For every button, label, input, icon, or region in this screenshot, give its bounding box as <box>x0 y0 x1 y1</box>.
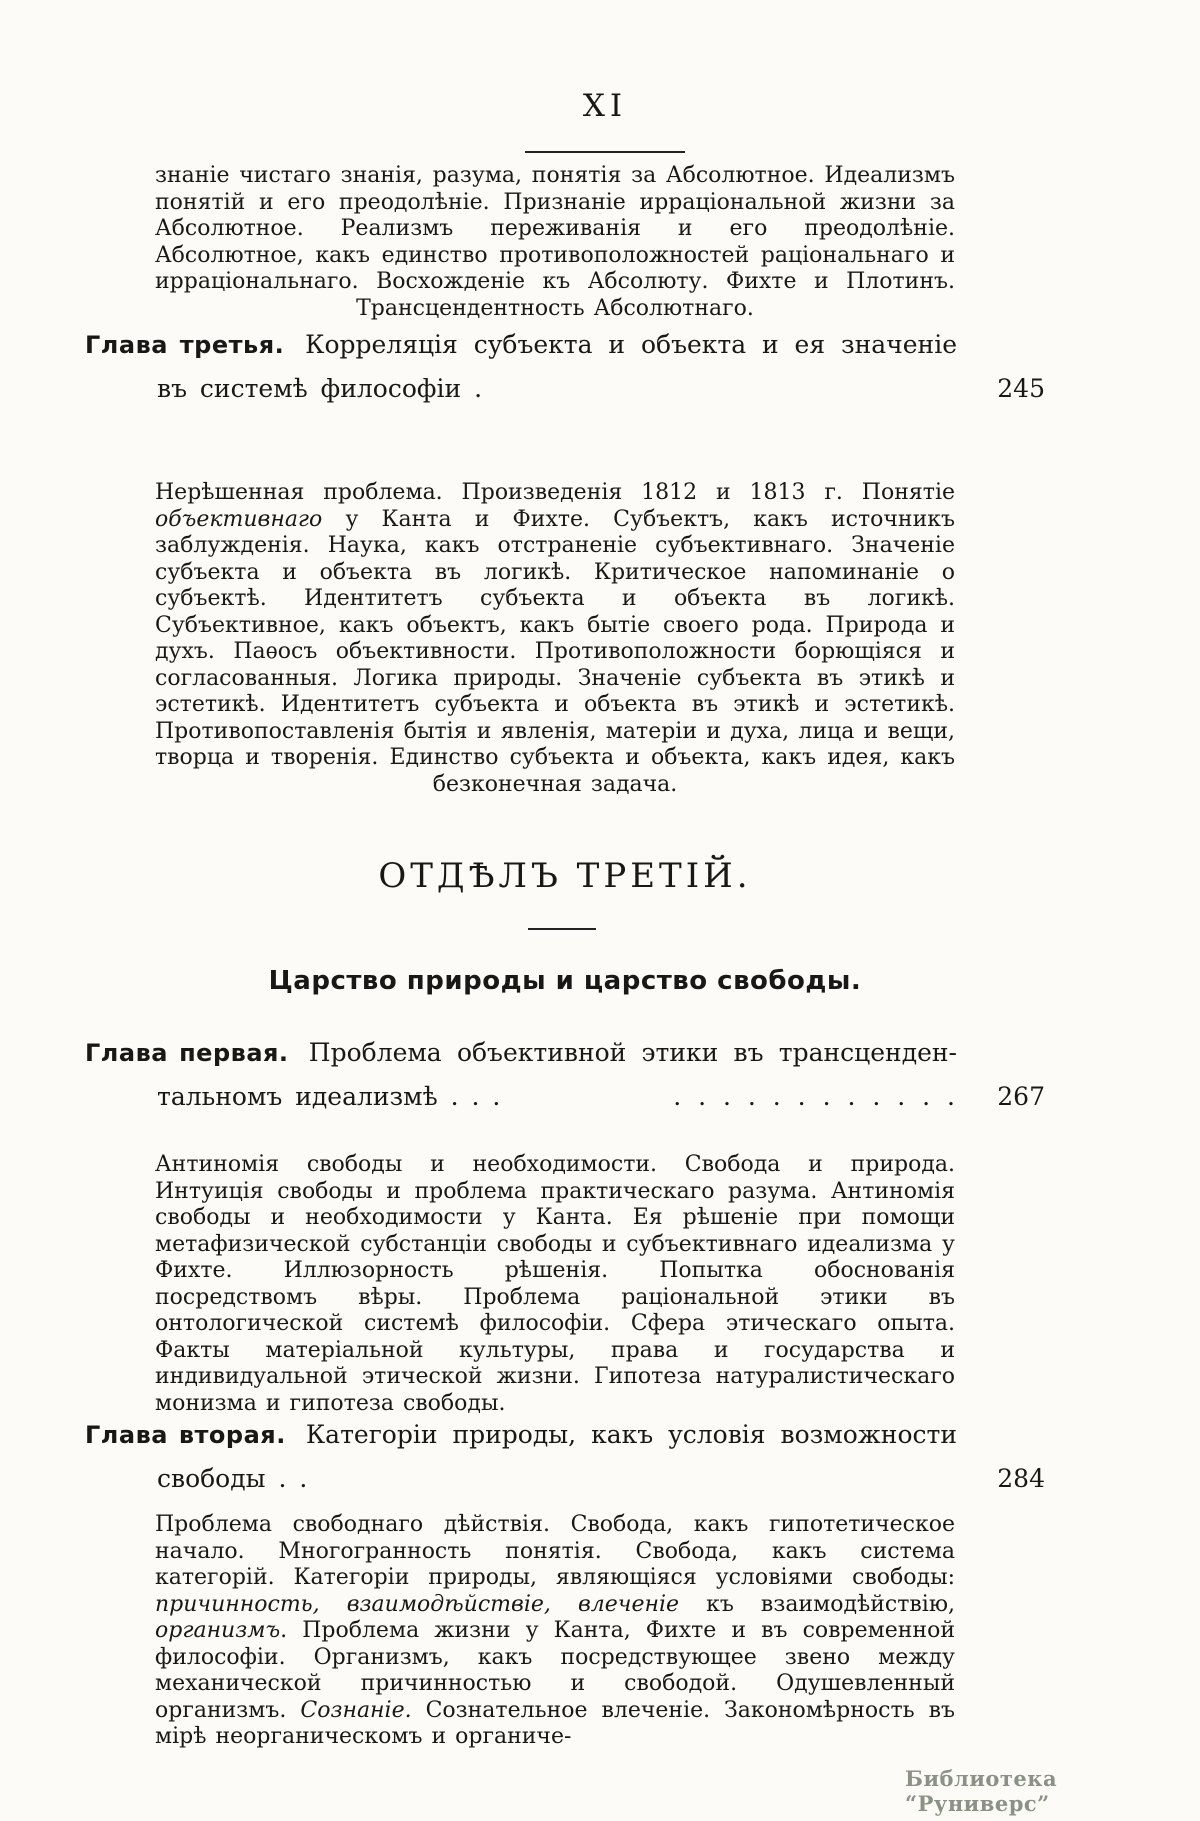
intro-paragraph: знаніе чистаго знанія, разума, понятія за Абсолютное. Идеализмъ понятій и его преодолѣніе. Признаніе ирраціональной жизни за Абсолютное. Реализмъ переживанія и его преодолѣніе. Абсолютное, какъ единство противоположностей раціональнаго и ирраціональнаго. Восхожденіе къ Абсолюту. Фихте и Плотинъ. Трансцендентность Абсолютнаго. <box>155 163 955 321</box>
chapter-3-label: Глава третья. <box>85 331 285 359</box>
chapter-2-page-ref: 284 <box>997 1464 1045 1493</box>
chapter-3-title-line-2: въ системѣ философіи . <box>157 374 483 403</box>
chapter-1-annotation: Антиномія свободы и необходимости. Свобода и природа. Интуиція свободы и проблема практическаго разума. Антиномія свободы и необходимости у Канта. Ея рѣшеніе при помощи метафизической субстанціи свободы и субъективнаго идеализма у Фихте. Иллюзорность рѣшенія. Попытка обоснованія посредствомъ вѣры. Проблема раціональной этики въ онтологической системѣ философіи. Сфера этическаго опыта. Факты матеріальной культуры, права и государства и индивидуальной этической жизни. Гипотеза натуралистическаго монизма и гипотеза свободы. <box>155 1152 955 1416</box>
library-watermark: Библиотека “Руниверс” <box>905 1766 1058 1816</box>
page-number-header: XI <box>582 88 628 124</box>
section-rule <box>528 928 596 930</box>
chapter-3-title-line-1 <box>85 330 957 360</box>
chapter-1-title-line-1 <box>85 1038 957 1068</box>
chapter-1-title: Проблема объективной этики въ трансценден- <box>308 1038 957 1067</box>
chapter-3-annotation: Нерѣшенная проблема. Произведенія 1812 и 1813 г. Понятіе объективнаго у Канта и Фихте. Субъектъ, какъ источникъ заблужденія. Наука, какъ отстраненіе субъективнаго. Значеніе субъекта и объекта въ логикѣ. Критическое напоминаніе о субъектѣ. Идентитетъ субъекта и объекта въ логикѣ. Субъективное, какъ объектъ, какъ бытіе своего рода. Природа и духъ. Паѳосъ объективности. Противоположности борющіяся и согласованныя. Логика природы. Значеніе субъекта въ этикѣ и эстетикѣ. Идентитетъ субъекта и объекта въ этикѣ и эстетикѣ. Противопоставленія бытія и явленія, матеріи и духа, лица и вещи, творца и творенія. Единство субъекта и объекта, какъ идея, какъ безконечная задача. <box>155 480 955 797</box>
toc-entry-chapter-2 <box>85 1420 1045 1493</box>
chapter-1-page-ref: 267 <box>997 1082 1045 1111</box>
section-heading: ОТДѢЛЪ ТРЕТІЙ. <box>378 856 752 896</box>
chapter-2-label: Глава вторая. <box>85 1421 286 1449</box>
section-subtitle: Царство природы и царство свободы. <box>268 966 862 996</box>
chapter-1-title-line-2: тальномъ идеализмѣ . . . . . . . . . . . . . . . <box>157 1082 957 1111</box>
chapter-2-title: Категоріи природы, какъ условія возможности <box>305 1420 958 1449</box>
chapter-2-annotation: Проблема свободнаго дѣйствія. Свобода, какъ гипотетическое начало. Многогранность понятія. Свобода, какъ система категорій. Категоріи природы, являющіяся условіями свободы: причинность, взаимодѣйствіе, влеченіе къ взаимодѣйствію, организмъ. Проблема жизни у Канта, Фихте и въ современной философіи. Организмъ, какъ посредствующее звено между механической причинностью и свободой. Одушевленный организмъ. Сознаніе. Сознательное влеченіе. Закономѣрность въ мірѣ неорганическомъ и органиче- <box>155 1512 955 1749</box>
dotted-leader: . . . . . . . . . . . . <box>673 1082 957 1111</box>
toc-entry-chapter-1 <box>85 1038 1045 1111</box>
toc-entry-chapter-3 <box>85 330 1045 403</box>
chapter-1-label: Глава первая. <box>85 1039 289 1067</box>
chapter-3-title: Корреляція субъекта и объекта и ея значеніе <box>305 330 957 359</box>
header-rule <box>525 151 685 153</box>
chapter-2-title-line-2: свободы . . <box>157 1464 308 1493</box>
chapter-3-page-ref: 245 <box>997 374 1045 403</box>
chapter-2-title-line-1 <box>85 1420 957 1450</box>
